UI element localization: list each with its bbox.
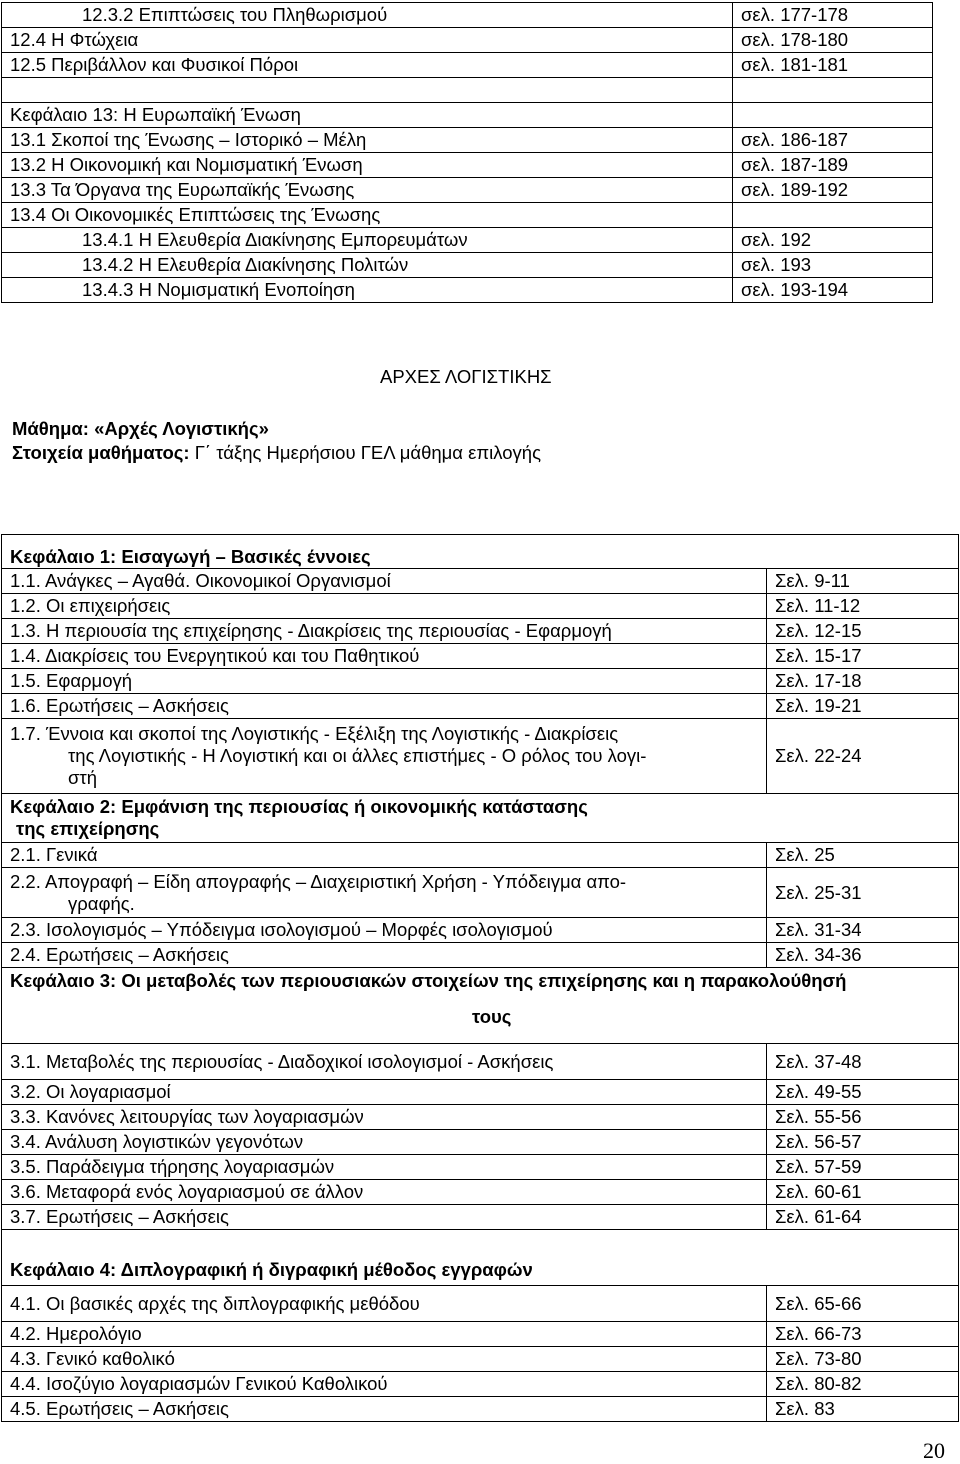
toc-row (2, 669, 959, 694)
toc-entry: 1.3. Η περιουσία της επιχείρησης - Διακρίσεις της περιουσίας - Εφαρμογή (2, 619, 767, 644)
toc-page: Σελ. 17-18 (767, 669, 959, 694)
toc-page: Σελ. 37-48 (767, 1044, 959, 1080)
toc-page: σελ. 187-189 (733, 153, 933, 178)
toc-entry: 3.3. Κανόνες λειτουργίας των λογαριασμών (2, 1105, 767, 1130)
toc-entry: 4.1. Οι βασικές αρχές της διπλογραφικής μεθόδου (2, 1286, 767, 1322)
course-info-label: Στοιχεία μαθήματος: (12, 442, 195, 463)
toc-page: Σελ. 83 (767, 1397, 959, 1422)
toc-page: σελ. 189-192 (733, 178, 933, 203)
toc-page: Σελ. 25 (767, 843, 959, 868)
toc-row (2, 1105, 959, 1130)
toc-page: Σελ. 55-56 (767, 1105, 959, 1130)
toc-entry: 13.4.2 Η Ελευθερία Διακίνησης Πολιτών (2, 253, 733, 278)
chapter-title-line: της επιχείρησης (16, 818, 160, 839)
toc-row (2, 1130, 959, 1155)
toc-entry: 2.1. Γενικά (2, 843, 767, 868)
chapter-2-row (2, 794, 959, 843)
toc-row (2, 103, 933, 128)
toc-page: Σελ. 65-66 (767, 1286, 959, 1322)
toc-entry-line: της Λογιστικής - Η Λογιστική και οι άλλες επιστήμες - Ο ρόλος του λογι- (68, 745, 647, 766)
toc-entry: 13.3 Τα Όργανα της Ευρωπαϊκής Ένωσης (2, 178, 733, 203)
toc-page: Σελ. 49-55 (767, 1080, 959, 1105)
toc-entry: 4.5. Ερωτήσεις – Ασκήσεις (2, 1397, 767, 1422)
toc-page: Σελ. 66-73 (767, 1322, 959, 1347)
toc-page: Σελ. 22-24 (767, 719, 959, 794)
toc-page: Σελ. 19-21 (767, 694, 959, 719)
toc-row (2, 3, 933, 28)
chapter-3-title (2, 968, 959, 1044)
toc-row (2, 78, 933, 103)
section-title: ΑΡΧΕΣ ΛΟΓΙΣΤΙΚΗΣ (380, 366, 552, 387)
toc-entry: 13.4.3 Η Νομισματική Ενοποίηση (2, 278, 733, 303)
toc-row (2, 719, 959, 794)
course-label: Μάθημα: «Αρχές Λογιστικής» (12, 418, 269, 439)
toc-row (2, 594, 959, 619)
toc-row (2, 178, 933, 203)
toc-entry: 13.1 Σκοποί της Ένωσης – Ιστορικό – Μέλη (2, 128, 733, 153)
toc-entry: 12.5 Περιβάλλον και Φυσικοί Πόροι (2, 53, 733, 78)
toc-page: Σελ. 9-11 (767, 569, 959, 594)
toc-page: Σελ. 80-82 (767, 1372, 959, 1397)
toc-row (2, 228, 933, 253)
toc-entry: 2.4. Ερωτήσεις – Ασκήσεις (2, 943, 767, 968)
toc-entry-line: 2.2. Απογραφή – Είδη απογραφής – Διαχειριστική Χρήση - Υπόδειγμα απο- (10, 870, 627, 892)
toc-row (2, 1155, 959, 1180)
toc-entry-line: 1.7. Έννοια και σκοποί της Λογιστικής - Εξέλιξη της Λογιστικής - Διακρίσεις (10, 723, 619, 744)
toc-row (2, 1205, 959, 1230)
chapter-3-row (2, 968, 959, 1044)
toc-entry: 1.1. Ανάγκες – Αγαθά. Οικονομικοί Οργανισμοί (2, 569, 767, 594)
toc-entry (2, 78, 733, 103)
chapter-title-line: Κεφάλαιο 2: Εμφάνιση της περιουσίας ή οικονομικής κατάστασης (10, 796, 588, 817)
toc-page: σελ. 181-181 (733, 53, 933, 78)
toc-entry: 3.4. Ανάλυση λογιστικών γεγονότων (2, 1130, 767, 1155)
course-info (12, 442, 541, 464)
toc-page (733, 103, 933, 128)
toc-entry (2, 868, 767, 918)
toc-page: σελ. 178-180 (733, 28, 933, 53)
toc-entry: 13.2 Η Οικονομική και Νομισματική Ένωση (2, 153, 733, 178)
toc-row (2, 53, 933, 78)
toc-row (2, 868, 959, 918)
toc-entry: 3.5. Παράδειγμα τήρησης λογαριασμών (2, 1155, 767, 1180)
toc-row (2, 1180, 959, 1205)
toc-page: Σελ. 25-31 (767, 868, 959, 918)
chapter-1-title: Κεφάλαιο 1: Εισαγωγή – Βασικές έννοιες (2, 535, 959, 569)
toc-page: σελ. 186-187 (733, 128, 933, 153)
toc-row (2, 1322, 959, 1347)
toc-row (2, 1080, 959, 1105)
toc-row (2, 253, 933, 278)
toc-entry: 13.4 Οι Οικονομικές Επιπτώσεις της Ένωσης (2, 203, 733, 228)
toc-entry: 1.6. Ερωτήσεις – Ασκήσεις (2, 694, 767, 719)
toc-row (2, 918, 959, 943)
toc-row (2, 843, 959, 868)
toc-row (2, 569, 959, 594)
toc-entry: 3.1. Μεταβολές της περιουσίας - Διαδοχικοί ισολογισμοί - Ασκήσεις (2, 1044, 767, 1080)
chapter-title-line: τους (472, 1006, 512, 1027)
toc-page: σελ. 177-178 (733, 3, 933, 28)
toc-entry (2, 719, 767, 794)
toc-entry: 1.4. Διακρίσεις του Ενεργητικού και του Παθητικού (2, 644, 767, 669)
toc-page: Σελ. 57-59 (767, 1155, 959, 1180)
toc-entry: 4.4. Ισοζύγιο λογαριασμών Γενικού Καθολικού (2, 1372, 767, 1397)
toc-row (2, 1286, 959, 1322)
toc-entry-line: στή (68, 767, 98, 788)
toc-row (2, 128, 933, 153)
toc-row (2, 153, 933, 178)
chapter-4-title: Κεφάλαιο 4: Διπλογραφική ή διγραφική μέθοδος εγγραφών (2, 1230, 959, 1286)
toc-page: σελ. 192 (733, 228, 933, 253)
toc-row (2, 694, 959, 719)
page-number: 20 (923, 1438, 945, 1463)
toc-page (733, 203, 933, 228)
toc-row (2, 203, 933, 228)
toc-entry: 3.6. Μεταφορά ενός λογαριασμού σε άλλον (2, 1180, 767, 1205)
toc-row (2, 644, 959, 669)
toc-row (2, 943, 959, 968)
toc-page: σελ. 193-194 (733, 278, 933, 303)
toc-page: Σελ. 56-57 (767, 1130, 959, 1155)
toc-page: Σελ. 60-61 (767, 1180, 959, 1205)
toc-entry: 2.3. Ισολογισμός – Υπόδειγμα ισολογισμού – Μορφές ισολογισμού (2, 918, 767, 943)
toc-row (2, 619, 959, 644)
toc-row (2, 28, 933, 53)
toc-entry-line: γραφής. (68, 892, 135, 914)
toc-page: Σελ. 31-34 (767, 918, 959, 943)
toc-page: Σελ. 34-36 (767, 943, 959, 968)
toc-row (2, 1347, 959, 1372)
chapter-2-title (2, 794, 959, 843)
toc-entry: 4.3. Γενικό καθολικό (2, 1347, 767, 1372)
toc-entry: 4.2. Ημερολόγιο (2, 1322, 767, 1347)
toc-page: Σελ. 11-12 (767, 594, 959, 619)
toc-row (2, 1397, 959, 1422)
toc-entry: 1.2. Οι επιχειρήσεις (2, 594, 767, 619)
toc-entry: 12.3.2 Επιπτώσεις του Πληθωρισμού (2, 3, 733, 28)
course-info-value: Γ΄ τάξης Ημερήσιου ΓΕΛ μάθημα επιλογής (194, 442, 541, 463)
toc-page: Σελ. 15-17 (767, 644, 959, 669)
toc-entry: Κεφάλαιο 13: Η Ευρωπαϊκή Ένωση (2, 103, 733, 128)
toc-entry: 3.7. Ερωτήσεις – Ασκήσεις (2, 1205, 767, 1230)
toc-row (2, 1044, 959, 1080)
toc-row (2, 1372, 959, 1397)
toc-table-accounting (1, 534, 959, 1422)
toc-page (733, 78, 933, 103)
toc-page: Σελ. 61-64 (767, 1205, 959, 1230)
toc-entry: 3.2. Οι λογαριασμοί (2, 1080, 767, 1105)
toc-page: σελ. 193 (733, 253, 933, 278)
toc-table-previous (1, 2, 933, 303)
toc-page: Σελ. 73-80 (767, 1347, 959, 1372)
toc-page: Σελ. 12-15 (767, 619, 959, 644)
toc-row (2, 278, 933, 303)
chapter-title-line: Κεφάλαιο 3: Οι μεταβολές των περιουσιακών στοιχείων της επιχείρησης και η παρακολούθησή (10, 970, 847, 991)
toc-entry: 1.5. Εφαρμογή (2, 669, 767, 694)
toc-entry: 12.4 Η Φτώχεια (2, 28, 733, 53)
toc-entry: 13.4.1 Η Ελευθερία Διακίνησης Εμπορευμάτων (2, 228, 733, 253)
